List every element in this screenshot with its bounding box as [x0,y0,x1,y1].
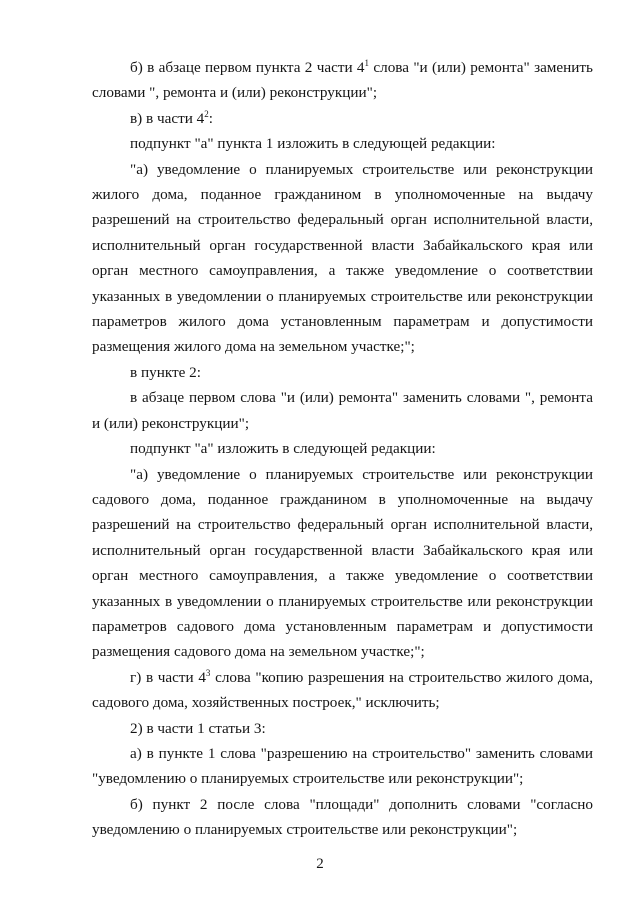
paragraph-b-item-2 [92,792,593,843]
paragraph-text: в пункте 2: [130,363,201,381]
paragraph-text: б) в абзаце первом пункта 2 части 4 [130,59,365,76]
paragraph-garden-house-notice [92,462,593,665]
paragraph-g-part-4-3 [92,665,593,716]
superscript-index: 1 [364,58,370,68]
paragraph-text: подпункт "а" пункта 1 изложить в следующей редакции: [130,135,496,153]
paragraph-text: слова "и (или) ремонта" заменить словами ", ремонта и (или) реконструкции"; [92,59,593,102]
paragraph-item-2 [92,360,593,385]
paragraph-article-3 [92,716,593,741]
paragraph-text: б) пункт 2 после слова "площади" дополнить словами "согласно уведомлению о планируемых строительстве или реконструкции"; [92,795,593,839]
paragraph-text: в абзаце первом слова "и (или) ремонта" заменить словами ", ремонта и (или) реконструкции"; [92,389,593,432]
paragraph-text: в) в части 4 [130,109,205,127]
paragraph-subitem-a-intro-2 [92,436,593,461]
paragraph-text: 2) в части 1 статьи 3: [130,719,266,737]
superscript-index: 2 [204,108,209,119]
paragraph-a-item-1 [92,741,593,792]
page-number: 2 [316,856,324,872]
paragraph-text: г) в части 4 [130,668,206,686]
paragraph-text: "а) уведомление о планируемых строительстве или реконструкции садового дома, поданное гражданином в уполномоченные на выдачу разрешений на строительство федеральный орган исполнительной власти, исполнительный орган государственной власти Забайкальского края или орган местного самоуправления, а также уведомление о соответствии указанных в уведомлении о планируемых строительстве или реконструкции параметров садового дома установленным параметрам и допустимости размещения садового дома на земельном участке;"; [92,465,593,661]
superscript-index: 3 [205,667,211,678]
paragraph-subitem-a-intro [92,131,593,156]
paragraph-first-indent-replace [92,385,593,436]
paragraph-text: "а) уведомление о планируемых строительстве или реконструкции жилого дома, поданное гражданином в уполномоченные на выдачу разрешений на строительство федеральный орган исполнительной власти, исполнительный орган государственной власти Забайкальского края или орган местного самоуправления, а также уведомление о соответствии указанных в уведомлении о планируемых строительстве или реконструкции параметров жилого дома установленным параметрам и допустимости размещения жилого дома на земельном участке;"; [92,160,593,356]
paragraph-text: а) в пункте 1 слова "разрешению на строительство" заменить словами "уведомлению о планируемых строительстве или реконструкции"; [92,744,593,788]
paragraph-text: подпункт "а" изложить в следующей редакции: [130,440,436,458]
paragraph-text: : [208,109,214,127]
paragraph-v-part-4-2 [92,106,593,131]
paragraph-text: слова "копию разрешения на строительство жилого дома, садового дома, хозяйственных построек," исключить; [92,668,593,712]
paragraph-b-part-4-1 [92,55,593,106]
paragraph-residential-house-notice [92,157,593,360]
document-body [92,55,593,843]
